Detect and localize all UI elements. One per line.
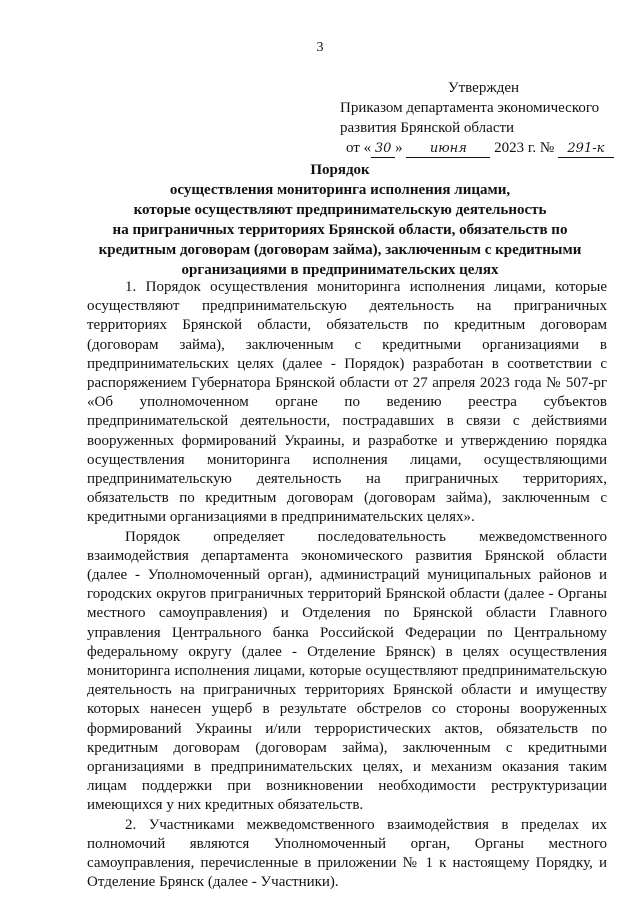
title-line-1: Порядок [310,162,370,178]
title-line-3: которые осуществляют предпринимательскую деятельность [133,202,547,218]
approval-heading: Утвержден [448,80,520,96]
paragraph-3: 2. Участниками межведомственного взаимодействия в пределах их полномочий являются Уполномоченный орган, Органы местного самоуправления, перечисленные в приложении № 1 к настоящему Порядку, и Отделение Брянск (далее - Участники). [87,816,607,891]
handwritten-day: 30 [371,141,395,158]
title-line-5: кредитным договорам (договорам займа), заключенным с кредитными [98,242,582,258]
approval-department-line: развития Брянской области [340,120,515,136]
approval-date-line [340,138,630,158]
date-year: 2023 г. № [494,140,555,156]
date-prefix: от « [346,140,372,156]
title-line-6: организациями в предпринимательских целях [181,262,499,278]
title-line-4: на приграничных территориях Брянской области, обязательств по [112,222,568,238]
approval-stamp [340,78,630,158]
paragraph-1: 1. Порядок осуществления мониторинга исполнения лицами, которые осуществляют предпринимательскую деятельность на приграничных территориях Брянской области, обязательств по кредитным договорам (договорам займа), заключенным с кредитными организациями в предпринимательских целях (далее - Порядок) разработан в соответствии с распоряжением Губернатора Брянской области от 27 апреля 2023 года № 507-рг «Об уполномоченном органе по ведению реестра субъектов предпринимательской деятельности, пострадавших в связи с действиями вооруженных формирований Украины, и разработке и утверждению порядка осуществления мониторинга исполнения лицами, осуществляющими предпринимательскую деятельность на приграничных территориях, обязательств по кредитным договорам (договорам займа), заключенным с кредитными организациями в предпринимательских целях». [87,279,607,526]
handwritten-month: июня [406,141,490,158]
title-line-2: осуществления мониторинга исполнения лицами, [169,182,511,198]
paragraph-2: Порядок определяет последовательность межведомственного взаимодействия департамента экономического развития Брянской области (далее - Уполномоченный орган), администраций муниципальных районов и городских округов приграничных территорий Брянской области (далее - Органы местного самоуправления) и Отделения по Брянской области Главного управления Центрального банка Российской Федерации по Центральному федеральному округу (далее - Отделение Брянск) в целях осуществления мониторинга исполнения лицами, которые осуществляют предпринимательскую деятельность на приграничных территориях Брянской области и имуществу которых нанесен ущерб в результате обстрелов со стороны вооруженных формирований Украины и/или террористических актов, обязательств по кредитным договорам (договорам займа), заключенным с кредитными организациями в предпринимательских целях, и механизм оказания таким лицам поддержки при возникновении необходимости реструктуризации имеющихся у них кредитных обязательств. [87,528,607,814]
page-number: 3 [316,40,324,55]
approval-order-line: Приказом департамента экономического [340,100,600,116]
handwritten-order-number: 291-к [558,141,614,158]
document-body [87,278,607,893]
document-title [60,160,620,280]
date-mid: » [395,140,403,156]
